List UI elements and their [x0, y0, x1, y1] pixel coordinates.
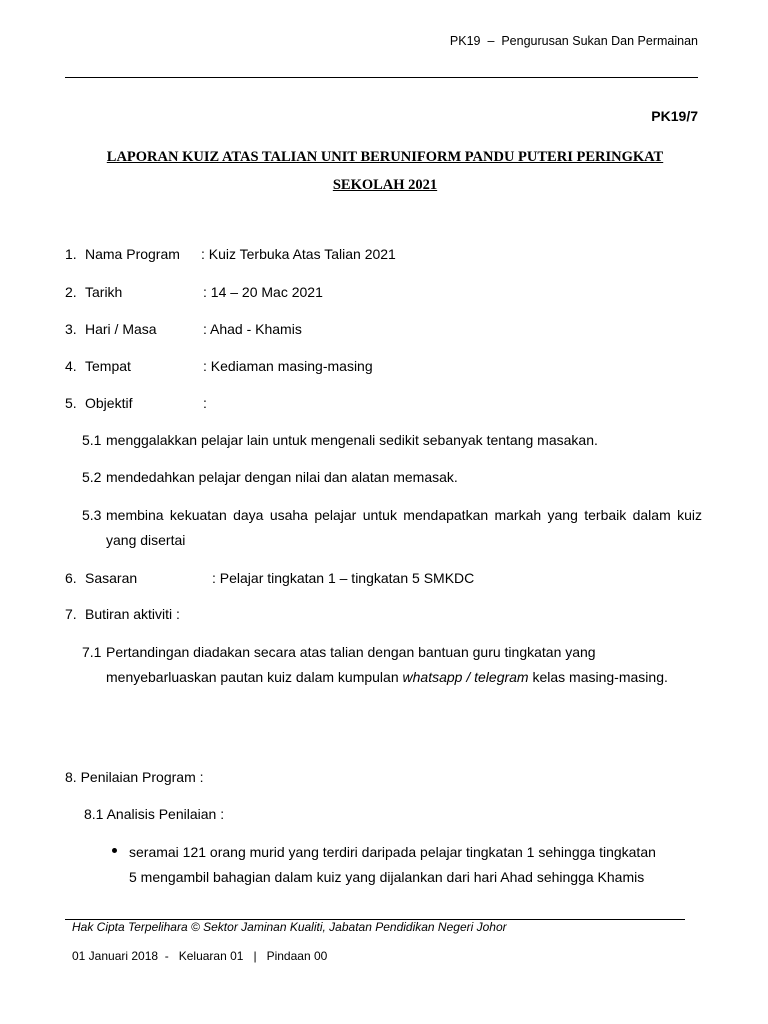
- activity-number: 7.1: [82, 644, 102, 660]
- title-line-1: LAPORAN KUIZ ATAS TALIAN UNIT BERUNIFORM PANDU PUTERI PERINGKAT: [106, 149, 664, 165]
- activity-text-end: kelas masing-masing.: [528, 669, 668, 685]
- item-value: : Kuiz Terbuka Atas Talian 2021: [201, 246, 396, 262]
- header-divider: [65, 77, 698, 78]
- bullet-text: seramai 121 orang murid yang terdiri daripada pelajar tingkatan 1 sehingga tingkatan 5 mengambil bahagian dalam kuiz yang dijalankan dari hari Ahad sehingga Khamis: [129, 844, 656, 885]
- objective-item: [82, 465, 702, 490]
- bullet-icon: [112, 848, 117, 853]
- activity-text-start: Pertandingan diadakan secara atas talian dengan bantuan guru tingkatan yang menyebarluaskan pautan kuiz dalam kumpulan: [106, 644, 596, 685]
- objective-text: mendedahkan pelajar dengan nilai dan alatan memasak.: [106, 469, 458, 485]
- objective-number: 5.2: [82, 469, 102, 485]
- objective-item: [82, 428, 702, 453]
- item-objective: [65, 393, 705, 413]
- item-label: Butiran aktiviti :: [85, 606, 180, 622]
- bullet-item: [112, 840, 660, 916]
- item-date: [65, 282, 705, 302]
- document-title: [65, 143, 705, 199]
- objective-item: [82, 503, 702, 553]
- item-number: 5.: [65, 395, 77, 411]
- item-value: :: [203, 395, 207, 411]
- item-label: Objektif: [85, 395, 133, 411]
- item-program-name: [65, 244, 705, 264]
- objective-text: membina kekuatan daya usaha pelajar untuk mendapatkan markah yang terbaik dalam kuiz yang disertai: [106, 507, 702, 548]
- item-value: : Pelajar tingkatan 1 – tingkatan 5 SMKDC: [212, 570, 475, 586]
- title-line-2: SEKOLAH 2021: [332, 177, 438, 193]
- document-code: PK19/7: [651, 108, 698, 124]
- item-number: 2.: [65, 284, 77, 300]
- item-label: Nama Program: [85, 246, 180, 262]
- objective-text: menggalakkan pelajar lain untuk mengenali sedikit sebanyak tentang masakan.: [106, 432, 598, 448]
- item-number: 6.: [65, 570, 77, 586]
- item-day-time: [65, 319, 705, 339]
- activity-item: [82, 640, 682, 716]
- item-value: : 14 – 20 Mac 2021: [203, 284, 323, 300]
- activity-text-italic: whatsapp / telegram: [402, 669, 529, 685]
- objective-number: 5.3: [82, 507, 102, 523]
- item-value: : Ahad - Khamis: [203, 321, 302, 337]
- item-target: [65, 568, 705, 588]
- objective-number: 5.1: [82, 432, 102, 448]
- footer-copyright: Hak Cipta Terpelihara © Sektor Jaminan Kualiti, Jabatan Pendidikan Negeri Johor: [72, 920, 507, 934]
- page-header: PK19 – Pengurusan Sukan Dan Permainan: [449, 34, 698, 48]
- item-value: : Kediaman masing-masing: [203, 358, 373, 374]
- item-location: [65, 356, 705, 376]
- item-label: Tarikh: [85, 284, 123, 300]
- item-label: Hari / Masa: [85, 321, 157, 337]
- item-number: 1.: [65, 246, 77, 262]
- item-program-evaluation: 8. Penilaian Program :: [65, 769, 204, 785]
- item-number: 7.: [65, 606, 77, 622]
- item-activity-details: [65, 604, 705, 624]
- item-label: Tempat: [85, 358, 131, 374]
- activity-text: [106, 640, 682, 690]
- analysis-heading: 8.1 Analisis Penilaian :: [84, 806, 225, 822]
- item-number: 3.: [65, 321, 77, 337]
- item-number: 4.: [65, 358, 77, 374]
- item-label: Sasaran: [85, 570, 138, 586]
- footer-issue-info: 01 Januari 2018 - Keluaran 01 | Pindaan 00: [72, 949, 328, 963]
